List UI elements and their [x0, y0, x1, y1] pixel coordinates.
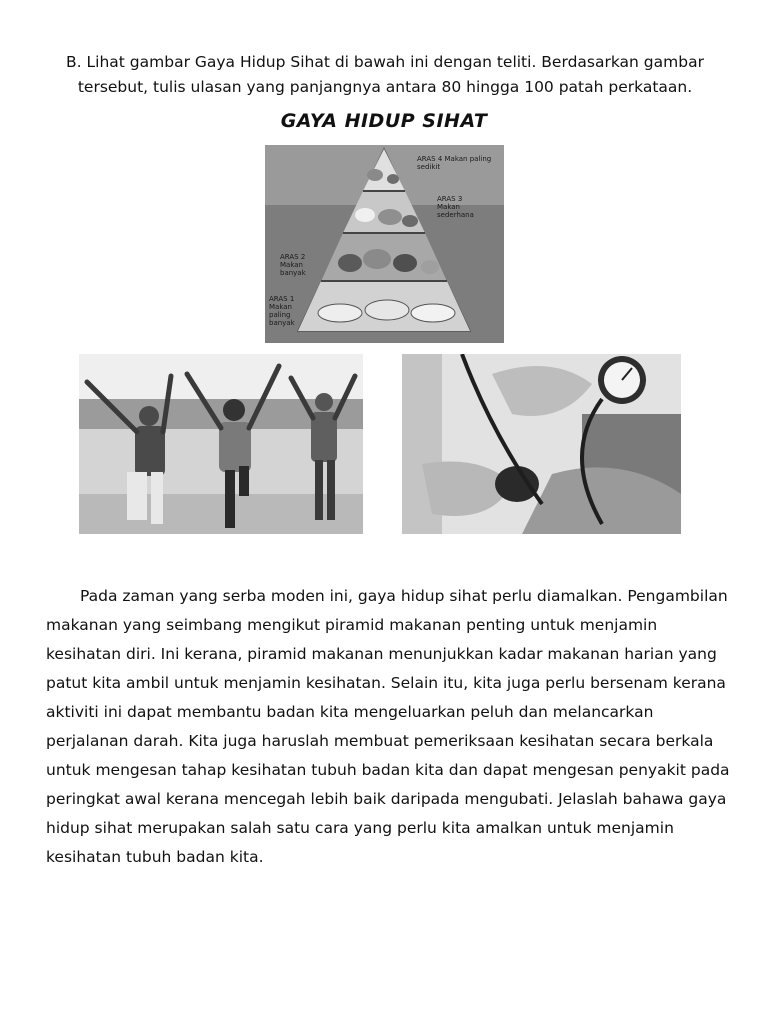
pyramid-label-level4: ARAS 4 Makan paling sedikit — [417, 155, 492, 171]
group-exercise-photo — [79, 354, 363, 534]
essay-paragraph: Pada zaman yang serba moden ini, gaya hidup sihat perlu diamalkan. Pengambilan makanan yang seimbang mengikut piramid makanan penting untuk menjamin kesihatan diri. Ini kerana, piramid makanan menunjukkan kadar makanan harian yang patut kita ambil untuk menjamin kesihatan. Selain itu, kita juga perlu bersenam kerana aktiviti ini dapat membantu badan kita mengeluarkan peluh dan melancarkan perjalanan darah. Kita juga haruslah membuat pemeriksaan kesihatan secara berkala untuk mengesan tahap kesihatan tubuh badan kita dan dapat mengesan penyakit pada peringkat awal kerana mencegah lebih baik daripada mengubati. Jelaslah bahawa gaya hidup sihat merupakan salah satu cara yang perlu kita amalkan untuk menjamin kesihatan tubuh badan kita. — [46, 587, 730, 866]
pyramid-label-level3: ARAS 3 Makan sederhana — [437, 195, 474, 219]
page-title: GAYA HIDUP SIHAT — [280, 110, 488, 132]
blood-pressure-photo — [402, 354, 681, 534]
pyramid-label-level1: ARAS 1 Makan paling banyak — [269, 295, 295, 327]
food-pyramid-image — [265, 145, 504, 343]
instruction-text: B. Lihat gambar Gaya Hidup Sihat di bawah ini dengan teliti. Berdasarkan gambar tersebut, tulis ulasan yang panjangnya antara 80 hingga 100 patah perkataan. — [66, 53, 704, 96]
pyramid-label-level2: ARAS 2 Makan banyak — [280, 253, 306, 277]
essay-body — [46, 582, 736, 872]
